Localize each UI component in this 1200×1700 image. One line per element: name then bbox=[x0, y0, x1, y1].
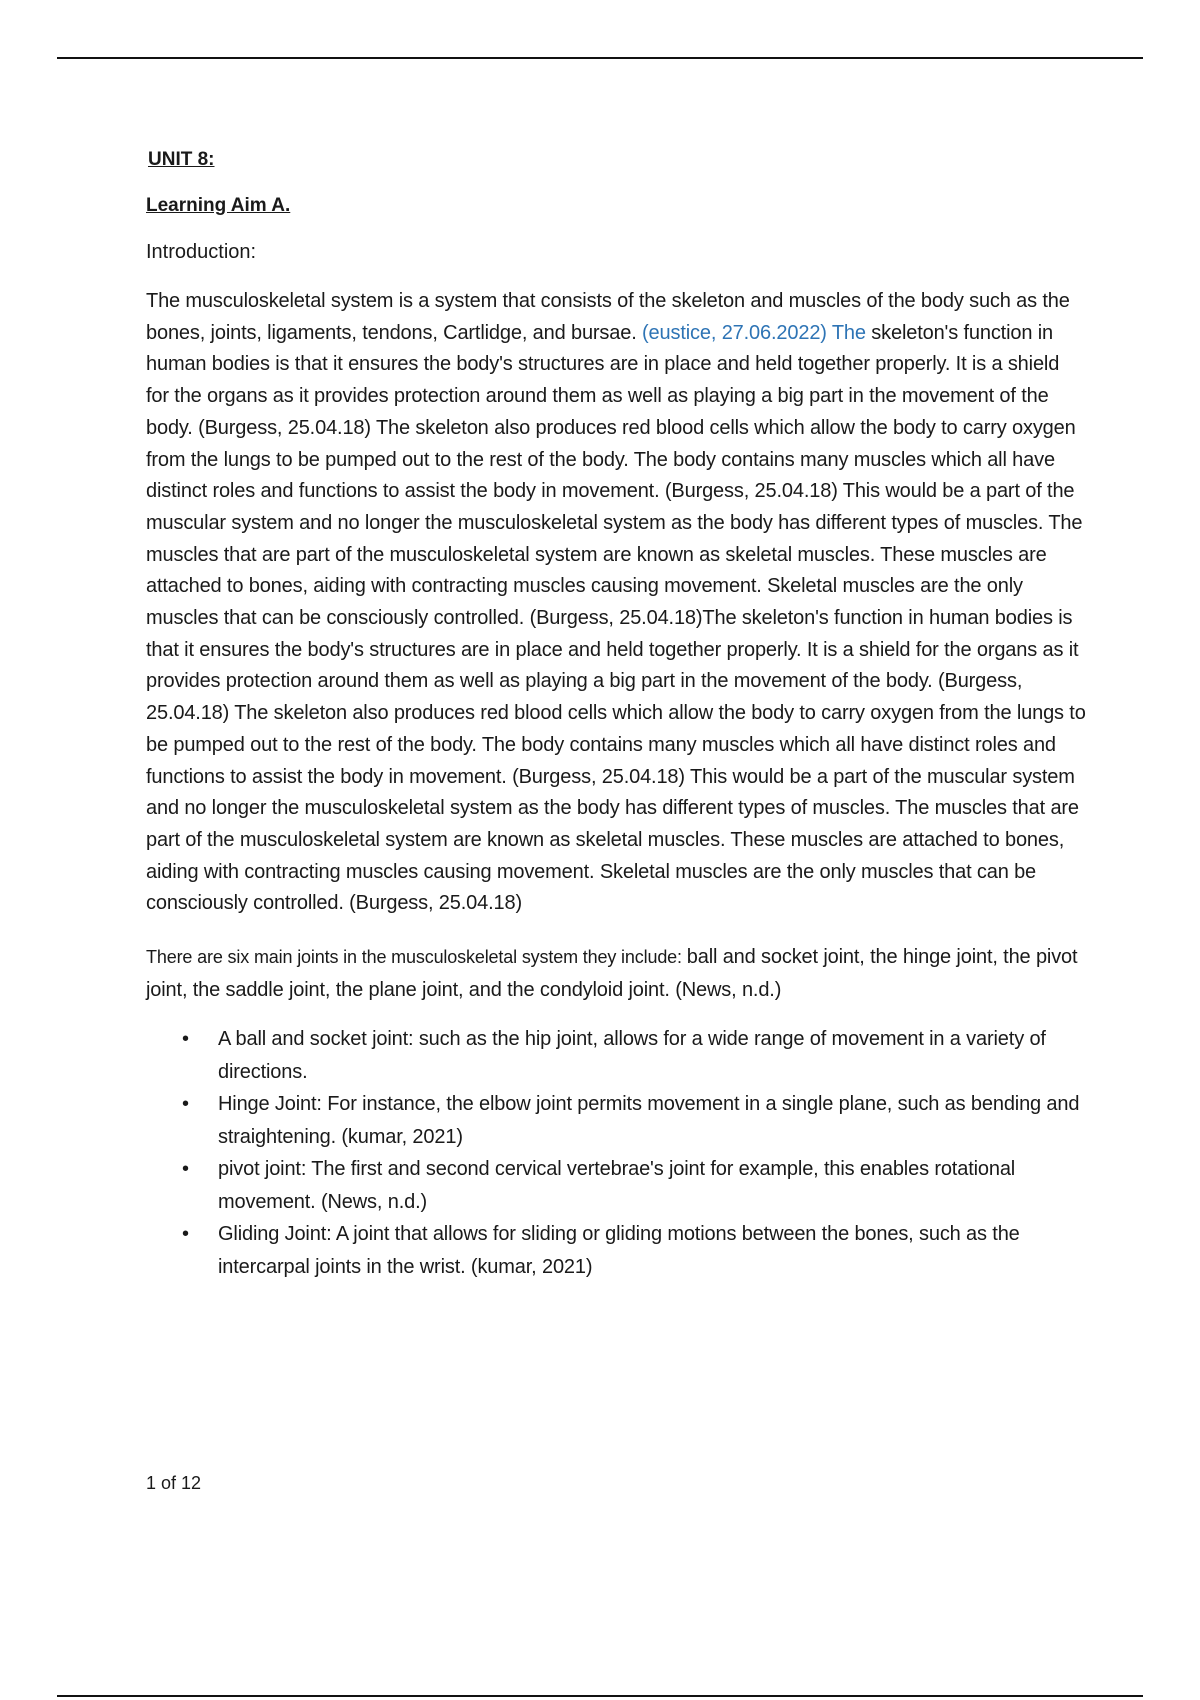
intro-text-part-2: skeleton's function in human bodies is that it ensures the body's structures are in place and held together properly. It is a shield for the organs as it provides protection around them as well as playing a big part in the movement of the body. (Burgess, 25.04.18) The skeleton also produces red blood cells which allow the body to carry oxygen from the lungs to be pumped out to the rest of the body. The body contains many muscles which all have distinct roles and functions to assist the body in movement. (Burgess, 25.04.18) This would be a part of the muscular system and no longer the musculoskeletal system as the body has different types of muscles. The muscles that are part of the musculoskeletal system are known as skeletal muscles. These muscles are attached to bones, aiding with contracting muscles causing movement. Skeletal muscles are the only muscles that can be consciously controlled. (Burgess, 25.04.18)The skeleton's function in human bodies is that it ensures the body's structures are in place and held together properly. It is a shield for the organs as it provides protection around them as well as playing a big part in the movement of the body. (Burgess, 25.04.18) The skeleton also produces red blood cells which allow the body to carry oxygen from the lungs to be pumped out to the rest of the body. The body contains many muscles which all have distinct roles and functions to assist the body in movement. (Burgess, 25.04.18) This would be a part of the muscular system and no longer the musculoskeletal system as the body has different types of muscles. The muscles that are part of the musculoskeletal system are known as skeletal muscles. These muscles are attached to bones, aiding with contracting muscles causing movement. Skeletal muscles are the only muscles that can be consciously controlled. (Burgess, 25.04.18) bbox=[146, 321, 1086, 915]
eustice-citation: (eustice, 27.06.2022) The bbox=[642, 321, 866, 344]
page-number: 1 of 12 bbox=[146, 1473, 202, 1493]
document-page bbox=[146, 146, 1086, 1283]
list-item-text: pivot joint: The first and second cervical vertebrae's joint for example, this enables rotational movement. (News, n.d.) bbox=[218, 1158, 1016, 1213]
list-item-text: Hinge Joint: For instance, the elbow joint permits movement in a single plane, such as bending and straightening. (kumar, 2021) bbox=[218, 1093, 1080, 1148]
intro-text-part-1: The musculoskeletal system is a system that consists of the skeleton and muscles of the body such as the bones, joints, ligaments, tendons, Cartlidge, and bursae. bbox=[146, 290, 1070, 344]
list-item bbox=[182, 1023, 1086, 1088]
list-item-text: Gliding Joint: A joint that allows for sliding or gliding motions between the bones, such as the intercarpal joints in the wrist. (kumar, 2021) bbox=[218, 1223, 1020, 1278]
footer-rule bbox=[57, 1695, 1143, 1697]
bullet-icon: • bbox=[182, 1223, 189, 1246]
list-item bbox=[182, 1088, 1086, 1153]
learning-aim-title: Learning Aim A. bbox=[146, 195, 291, 216]
list-item bbox=[182, 1218, 1086, 1283]
bullet-icon: • bbox=[182, 1028, 189, 1051]
joints-list-text: ball and socket joint, the hinge joint, the pivot joint, the saddle joint, the plane joint, and the condyloid joint. (News, n.d.) bbox=[146, 946, 1078, 1001]
list-item-text: A ball and socket joint: such as the hip joint, allows for a wide range of movement in a variety of directions. bbox=[218, 1028, 1046, 1083]
bullet-icon: • bbox=[182, 1158, 189, 1181]
bullet-icon: • bbox=[182, 1093, 189, 1116]
header-rule bbox=[57, 57, 1143, 59]
joints-paragraph bbox=[146, 942, 1086, 1007]
list-item bbox=[182, 1153, 1086, 1218]
introduction-label: Introduction: bbox=[146, 241, 257, 263]
joints-intro-text: There are six main joints in the musculoskeletal system they include: bbox=[146, 947, 687, 968]
joint-types-list bbox=[146, 1023, 1086, 1283]
unit-title: UNIT 8: bbox=[148, 149, 215, 170]
introduction-paragraph bbox=[146, 286, 1086, 920]
